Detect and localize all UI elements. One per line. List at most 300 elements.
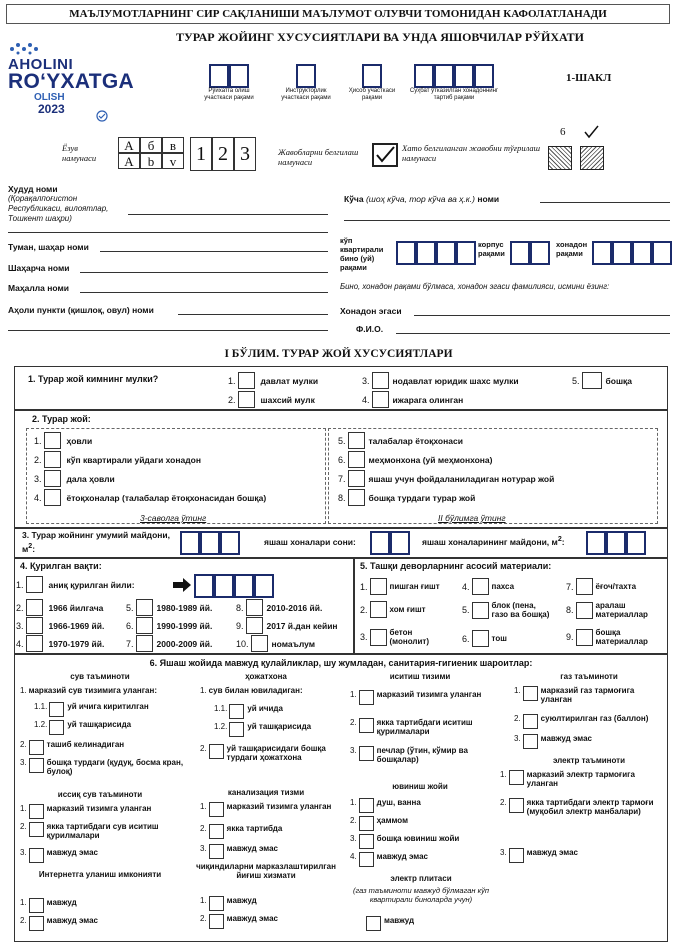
q4-opt6 [126,617,212,634]
region-field[interactable] [128,214,328,215]
year-box[interactable] [234,574,254,598]
opt-num: 6. [126,620,134,631]
q5-checkbox-7[interactable] [576,578,593,595]
sample-cell: v [162,153,184,169]
waste-checkbox-1[interactable] [209,896,224,911]
q3-liv-area-boxes [586,531,646,555]
opt-label: бетон (монолит) [389,628,429,646]
q2-skip-left: 3-саволга ўтинг [140,513,207,523]
gas-checkbox-2[interactable] [523,714,538,729]
flat-box[interactable] [652,241,672,265]
gas-opt1: 1. марказий газ тармоғига уланган [514,686,664,704]
q4-opt8 [236,599,322,616]
opt-num: 3. [34,473,42,484]
opt-num: 6. [338,454,346,465]
code-caption: Суҳбат ўтказилган хонадоннинг тартиб рақами [409,88,499,101]
q2-opt5 [338,432,463,449]
owner-label: Хонадон эгаси [340,306,402,316]
q5-title: 5. Ташқи деворларнинг асосий материали: [360,561,552,571]
apt-box[interactable] [396,241,416,265]
street-field-line2[interactable] [344,220,670,221]
census-logo [6,40,138,124]
code-box[interactable] [296,64,316,88]
q4-opt2 [16,599,103,616]
sample-digit: 2 [212,137,234,171]
opt-num: 4. [34,492,42,503]
q4-checkbox-7[interactable] [136,635,153,652]
opt-num: 7. [126,638,134,649]
internet-heading: Интернетга уланиш имконияти [38,870,162,879]
opt-label: мавжуд [384,916,415,925]
opt-label: аниқ қурилган йили: [48,579,135,590]
checkmark-icon [583,124,601,140]
q2-checkbox-7[interactable] [348,470,365,487]
korpus-label: корпус рақами [478,240,505,258]
q1-checkbox-4[interactable] [372,391,389,408]
bath-heading: ювиниш жойи [392,782,448,791]
answer-sample-label: Жавобларни белгилаш намунаси [278,147,359,167]
opt-label: номаълум [271,638,316,649]
opt-label: марказий тизимга уланган [46,804,152,813]
gas-opt2: 2. суюлтирилган газ (баллон) [514,714,668,729]
q2-opt7 [338,470,554,487]
elec-checkbox-2[interactable] [509,798,524,813]
q3-liv-area-sep: : [561,536,565,547]
section1-title: I БЎЛИМ. ТУРАР ЖОЙ ХУСУСИЯТЛАРИ [224,348,453,360]
wc-checkbox-2[interactable] [209,744,224,759]
mahalla-label: Маҳалла номи [8,283,69,293]
opt-label: 2000-2009 йй. [156,638,213,649]
q2-opt3 [34,470,115,487]
q2-checkbox-4[interactable] [44,489,61,506]
opt-label: марказий тизимга уланган [376,690,482,699]
code-box[interactable] [209,64,229,88]
liv-area-box[interactable] [586,531,606,555]
opt-label: уй ичига киритилган [67,702,149,711]
wc-checkbox-1-2[interactable] [229,722,244,737]
sample-cell: А [118,137,140,153]
q4-checkbox-5[interactable] [136,599,153,616]
elec-opt1: 1. марказий электр тармоғига уланган [500,770,664,788]
settlement-field[interactable] [178,314,328,315]
opt-label: бошқа материаллар [595,628,648,646]
error-sample-label: Хато белгиланган жавобни тўғрилаш намунаси [402,143,541,163]
opt-num: 4. [362,394,370,405]
street-field[interactable] [540,202,670,203]
elec-opt2: 2. якка тартибдаги электр тармоғи (муқобил электр манбалари) [500,798,664,816]
opt-label: бошқа [605,375,633,386]
street-note: (шоҳ кўча, тор кўча ва ҳ.к.) [365,194,476,204]
region-field-line2[interactable] [8,232,328,233]
year-box[interactable] [254,574,274,598]
q1-frame [14,366,668,410]
water-checkbox-2[interactable] [29,740,44,755]
internet-checkbox-2[interactable] [29,916,44,931]
flat-box[interactable] [632,241,652,265]
opt-label: марказий сув тизимига уланган: [28,686,157,695]
hot-opt1: 1. марказий тизимга уланган [20,804,196,819]
q5-checkbox-2[interactable] [370,601,387,618]
opt-num: 9. [566,632,574,642]
opt-num: 1. [360,581,368,592]
stove-note: (газ таъминоти мавжуд бўлмаган кўп квартирали биноларда учун) [352,886,489,904]
q6-title: 6. Яшаш жойида мавжуд қулайликлар, шу жумладан, санитария-гигиеник шароитлар: [149,658,533,668]
wc-opt1: 1. сув билан ювиладиган: [200,686,303,695]
flat-label: хонадон рақами [556,240,588,258]
q5-checkbox-6[interactable] [472,630,489,647]
opt-label: тош [491,634,507,643]
q5-opt7 [566,578,636,595]
opt-num: 8. [566,605,574,615]
opt-label: мавжуд эмас [526,848,578,857]
q4-opt10 [236,635,315,652]
heating-heading: иситиш тизими [389,672,451,681]
waste-heading: чиқиндиларни марказлаштирилган йиғиш хизмати [196,862,336,880]
region-note: (Қорақалпоғистон Республикаси, вилоятлар, Тошкент шаҳри) [8,194,109,223]
opt-label: якка тартибдаги электр тармоғи (муқобил электр манбалари) [526,798,654,816]
opt-label: марказий газ тармоғига уланган [540,686,635,704]
opt-num: 3. [16,620,24,631]
flat-box[interactable] [592,241,612,265]
q3-title-sep: : [32,543,36,554]
heat-checkbox-3[interactable] [359,746,374,761]
gas-heading: газ таъминоти [560,672,618,681]
elec-checkbox-3[interactable] [509,848,524,863]
sample-label: Ёзув намунаси [62,143,97,163]
hot-checkbox-3[interactable] [29,848,44,863]
q2-checkbox-5[interactable] [348,432,365,449]
q1-checkbox-1[interactable] [238,372,255,389]
wc-opt2: 2. уй ташқарисидаги бошқа турдаги ҳожатхона [200,744,346,762]
rooms-box[interactable] [370,531,390,555]
apt-label: кўп квартирали бино (уй) рақами [340,236,384,272]
code-box[interactable] [414,64,434,88]
bath-checkbox-4[interactable] [359,852,374,867]
q4-checkbox-10[interactable] [251,635,268,652]
q1-checkbox-5[interactable] [582,372,602,389]
elec-checkbox-1[interactable] [509,770,524,785]
form-code: 1-ШАКЛ [566,72,612,84]
wc-opt11: 1.1. уй ичида [214,704,283,719]
opt-label: уй ташқарисидаги бошқа турдаги ҳожатхона [226,744,326,762]
code-caption: Инструкторлик участкаси рақами [281,88,331,101]
heat-opt1: 1. марказий тизимга уланган [350,690,500,705]
opt-label: ёғоч/тахта [595,582,637,591]
opt-label: пишган ғишт [389,582,440,591]
q2-opt4 [34,489,266,506]
opt-label: шахсий мулк [260,394,315,405]
stove-checkbox[interactable] [366,916,381,931]
logo-line3: OLISH [34,92,65,103]
q4-checkbox-8[interactable] [246,599,263,616]
gas-checkbox-1[interactable] [523,686,538,701]
bath-checkbox-3[interactable] [359,834,374,849]
flat-box[interactable] [612,241,632,265]
fio-label: Ф.И.О. [356,324,384,334]
q4-checkbox-6[interactable] [136,617,153,634]
opt-num: 1. [20,686,27,695]
opt-label: марказий тизимга уланган [226,802,332,811]
gas-opt3: 3. мавжуд эмас [514,734,592,749]
opt-label: аралаш материаллар [595,601,648,619]
q2-checkbox-6[interactable] [348,451,365,468]
heat-opt2: 2. якка тартибдаги иситиш қурилмалари [350,718,500,736]
internet-opt2: 2. мавжуд эмас [20,916,98,931]
street-label-text: Кўча [344,194,364,204]
q5-opt1 [360,578,440,595]
error-sample-number: 6 [560,126,566,138]
sewer-checkbox-1[interactable] [209,802,224,817]
village-field[interactable] [80,272,328,273]
crossed-box-icon [580,146,604,170]
korpus-box[interactable] [510,241,530,265]
opt-label: 1980-1989 йй. [156,602,213,613]
q5-checkbox-3[interactable] [370,629,387,646]
q2-opt8 [338,489,475,506]
apt-boxes [396,241,476,265]
sample-cell: А [118,153,140,169]
opt-num: 7. [338,473,346,484]
opt-label: блок (пена, газо ва бошқа) [491,601,550,619]
opt-label: мавжуд эмас [376,852,428,861]
opt-label: нодавлат юридик шахс мулки [392,375,519,386]
water-opt2 [20,740,124,755]
water-checkbox-1-2[interactable] [49,720,64,735]
wc-opt12: 1.2. уй ташқарисида [214,722,311,737]
opt-num: 1. [228,375,236,386]
opt-label: уй ташқарисида [67,720,132,729]
opt-num: 3. [362,375,370,386]
logo-line2: ROʻYXATGA [8,70,134,93]
q2-opt1 [34,432,92,449]
logo-line4: 2023 [38,102,65,116]
q5-checkbox-9[interactable] [576,629,593,646]
q1-checkbox-2[interactable] [238,391,255,408]
opt-label: 1990-1999 йй. [156,620,213,631]
opt-label: ётоқхоналар (талабалар ётоқхонасидан бошқа) [66,492,267,503]
q5-opt2 [360,601,426,618]
opt-label: мавжуд эмас [46,916,98,925]
opt-label: 2017 й.дан кейин [266,620,338,631]
wc-checkbox-1-1[interactable] [229,704,244,719]
q4-checkbox-3[interactable] [26,617,43,634]
opt-label: ташиб келинадиган [46,740,125,749]
opt-label: сув билан ювиладиган: [208,686,303,695]
q5-opt3 [360,628,440,646]
opt-num: 3. [20,758,27,767]
q1-opt2 [228,391,315,408]
q2-checkbox-8[interactable] [348,489,365,506]
banner-text: МАЪЛУМОТЛАРНИНГ СИР САҚЛАНИШИ МАЪЛУМОТ ОЛУВЧИ ТОМОНИДАН КАФОЛАТЛАНАДИ [69,8,607,20]
rooms-box[interactable] [390,531,410,555]
gas-checkbox-3[interactable] [523,734,538,749]
opt-num: 4. [16,638,24,649]
q5-opt5 [462,601,554,619]
settlement-field-line2[interactable] [8,330,328,331]
q4-checkbox-4[interactable] [26,635,43,652]
hotwater-heading: иссиқ сув таъминоти [57,790,143,799]
water-opt12 [34,720,131,735]
year-box[interactable] [214,574,234,598]
opt-label: суюлтирилган газ (баллон) [540,714,649,723]
q4-checkbox-2[interactable] [26,599,43,616]
q5-checkbox-5[interactable] [472,602,489,619]
water-checkbox-1-1[interactable] [49,702,64,717]
korpus-box[interactable] [530,241,550,265]
q2-checkbox-1[interactable] [44,432,61,449]
liv-area-box[interactable] [606,531,626,555]
crossed-box-icon [548,146,572,170]
q4-checkbox-1[interactable] [26,576,43,593]
sample-digit: 3 [234,137,256,171]
sewer-heading: канализация тизми [227,788,305,797]
q5-opt8 [566,601,652,619]
opt-label: 1966-1969 йй. [48,620,105,631]
q3-liv-area-sup: 2 [557,535,562,543]
opt-num: 10. [236,638,249,649]
opt-label: душ, ванна [376,798,421,807]
checkmark-icon [374,145,396,165]
opt-label: мавжуд эмас [226,844,278,853]
opt-label: якка тартибдаги иситиш қурилмалари [376,718,473,736]
year-box[interactable] [194,574,214,598]
waste-opt1: 1. мавжуд [200,896,257,911]
opt-num: 3. [360,632,368,642]
q2-opt6 [338,451,492,468]
owner-note: Бино, хонадон рақами бўлмаса, хонадон эгаси фамилияси, исмини ёзинг: [340,282,610,291]
sewer-checkbox-2[interactable] [209,824,224,839]
opt-num: 4. [462,581,470,592]
owner-field[interactable] [414,315,670,316]
code-box[interactable] [362,64,382,88]
q1-title: 1. Турар жой кимнинг мулки? [28,374,159,384]
q5-opt9 [566,628,652,646]
water-opt3 [20,758,190,776]
answer-sample-box [372,143,398,167]
q2-checkbox-3[interactable] [44,470,61,487]
opt-num: 1. [34,435,42,446]
q3-area-boxes [180,531,240,555]
q4-checkbox-9[interactable] [246,617,263,634]
code-account-area [344,64,400,102]
bath-checkbox-1[interactable] [359,798,374,813]
q4-opt4 [16,635,104,652]
opt-num: 2. [34,454,42,465]
q2-opt2 [34,451,201,468]
opt-label: талабалар ётоқхонаси [368,435,463,446]
water-checkbox-3[interactable] [29,758,44,773]
code-box[interactable] [474,64,494,88]
opt-label: 1966 йилгача [48,602,104,613]
heat-checkbox-1[interactable] [359,690,374,705]
heat-checkbox-2[interactable] [359,718,374,733]
q3-rooms-label: яшаш хоналари сони: [264,537,356,547]
stove-opt1 [366,916,414,931]
confidentiality-banner [6,4,670,24]
q4-title: 4. Қурилган вақти: [20,561,102,571]
opt-label: ҳаммом [376,816,408,825]
hot-checkbox-2[interactable] [29,822,44,837]
code-box[interactable] [454,64,474,88]
opt-label: пахса [491,582,515,591]
sewer-checkbox-3[interactable] [209,844,224,859]
opt-label: бошқа ювиниш жойи [376,834,460,843]
q1-checkbox-3[interactable] [372,372,389,389]
q2-checkbox-2[interactable] [44,451,61,468]
heat-opt3: 3. печлар (ўтин, кўмир ва бошқалар) [350,746,500,764]
opt-num: 2. [228,394,236,405]
opt-num: 1. [16,579,24,590]
q5-checkbox-4[interactable] [472,578,489,595]
apt-box[interactable] [416,241,436,265]
opt-num: 7. [566,581,574,592]
liv-area-box[interactable] [626,531,646,555]
opt-label: яшаш учун фойдаланиладиган нотурар жой [368,473,555,484]
q3-title-text: 3. Турар жойнинг умумий майдони, м [22,530,170,554]
mahalla-field[interactable] [80,292,328,293]
village-label: Шаҳарча номи [8,263,70,273]
water-heading: сув таъминоти [70,672,130,681]
opt-num: 5. [126,602,134,613]
logo-line1: AHOLINI [8,56,74,73]
district-label: Туман, шаҳар номи [8,242,89,252]
water-opt11 [34,702,149,717]
opt-label: 1970-1979 йй. [48,638,105,649]
opt-label: якка тартибда [226,824,283,833]
district-field[interactable] [100,251,328,252]
q3-title-sup: 2 [28,542,33,550]
apt-box[interactable] [456,241,476,265]
area-box[interactable] [220,531,240,555]
area-box[interactable] [200,531,220,555]
opt-num: 5. [462,605,470,615]
q2-title: 2. Турар жой: [32,414,91,424]
waste-checkbox-2[interactable] [209,914,224,929]
street-label-tail: номи [477,194,500,204]
hot-checkbox-1[interactable] [29,804,44,819]
q4-opt9 [236,617,338,634]
code-box[interactable] [434,64,454,88]
q5-checkbox-1[interactable] [370,578,387,595]
q3-liv-area-text: яшаш хоналарининг майдони, м [422,536,558,547]
sample-letters [118,137,184,169]
code-box[interactable] [229,64,249,88]
code-instructor-area [276,64,336,102]
opt-label: ижарага олинган [392,394,464,405]
apt-box[interactable] [436,241,456,265]
korpus-boxes [510,241,550,265]
sample-digits [190,137,256,171]
q1-opt4 [362,391,463,408]
internet-checkbox-1[interactable] [29,898,44,913]
settlement-label: Аҳоли пункти (қишлоқ, овул) номи [8,305,154,315]
fio-field[interactable] [396,333,670,334]
opt-num: 8. [338,492,346,503]
opt-label: хом ғишт [389,605,426,614]
flat-boxes [592,241,672,265]
area-box[interactable] [180,531,200,555]
q5-checkbox-8[interactable] [576,602,593,619]
sample-cell: b [140,153,162,169]
elec-opt3: 3. мавжуд эмас [500,848,578,863]
internet-opt1: 1. мавжуд [20,898,77,913]
opt-num: 5. [572,375,580,386]
bath-checkbox-2[interactable] [359,816,374,831]
q3-liv-area-label [422,535,565,547]
electricity-heading: электр таъминоти [552,756,626,765]
sewer-opt3: 3. мавжуд эмас [200,844,278,859]
q1-opt5 [572,372,632,389]
